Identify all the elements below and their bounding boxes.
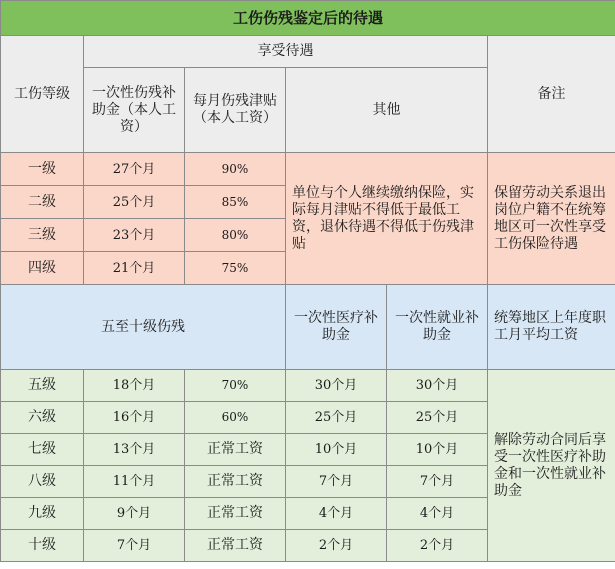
monthly-allowance-header: 每月伤残津贴（本人工资） — [185, 68, 286, 153]
allowance-cell: 90% — [185, 153, 286, 186]
table-row — [1, 370, 615, 402]
grade-cell: 八级 — [1, 466, 84, 498]
employment-cell: 2个月 — [387, 530, 488, 562]
allowance-cell: 正常工资 — [185, 466, 286, 498]
grades-1-4-other-note: 单位与个人继续缴纳保险，实际每月津贴不得低于最低工资，退休待遇不得低于伤残津贴 — [286, 153, 488, 285]
allowance-cell: 75% — [185, 252, 286, 285]
table-row — [1, 153, 615, 186]
medical-cell: 25个月 — [286, 402, 387, 434]
allowance-cell: 正常工资 — [185, 434, 286, 466]
one-time-subsidy-header: 一次性伤残补助金（本人工资） — [84, 68, 185, 153]
allowance-cell: 正常工资 — [185, 498, 286, 530]
subsidy-cell: 27个月 — [84, 153, 185, 186]
employment-cell: 4个月 — [387, 498, 488, 530]
grade-cell: 七级 — [1, 434, 84, 466]
allowance-cell: 60% — [185, 402, 286, 434]
allowance-cell: 70% — [185, 370, 286, 402]
medical-cell: 7个月 — [286, 466, 387, 498]
grades-1-4-remark: 保留劳动关系退出岗位户籍不在统筹地区可一次性享受工伤保险待遇 — [488, 153, 615, 285]
allowance-cell: 正常工资 — [185, 530, 286, 562]
medical-cell: 30个月 — [286, 370, 387, 402]
grade-cell: 三级 — [1, 219, 84, 252]
employment-subsidy-header: 一次性就业补助金 — [387, 285, 488, 370]
remarks-header: 备注 — [488, 36, 615, 153]
grade-cell: 一级 — [1, 153, 84, 186]
subsidy-cell: 18个月 — [84, 370, 185, 402]
subsidy-cell: 23个月 — [84, 219, 185, 252]
subsidy-cell: 16个月 — [84, 402, 185, 434]
subsidy-cell: 9个月 — [84, 498, 185, 530]
subsidy-cell: 13个月 — [84, 434, 185, 466]
medical-subsidy-header: 一次性医疗补助金 — [286, 285, 387, 370]
allowance-cell: 80% — [185, 219, 286, 252]
grade-cell: 十级 — [1, 530, 84, 562]
benefits-header: 享受待遇 — [84, 36, 488, 68]
table-title: 工伤伤残鉴定后的待遇 — [1, 1, 615, 36]
subsidy-cell: 25个月 — [84, 186, 185, 219]
employment-cell: 30个月 — [387, 370, 488, 402]
grades-5-10-remark: 解除劳动合同后享受一次性医疗补助金和一次性就业补助金 — [488, 370, 615, 562]
subsidy-cell: 21个月 — [84, 252, 185, 285]
grade-cell: 五级 — [1, 370, 84, 402]
employment-cell: 10个月 — [387, 434, 488, 466]
employment-cell: 25个月 — [387, 402, 488, 434]
grade-cell: 九级 — [1, 498, 84, 530]
subsidy-cell: 11个月 — [84, 466, 185, 498]
medical-cell: 10个月 — [286, 434, 387, 466]
medical-cell: 2个月 — [286, 530, 387, 562]
medical-cell: 4个月 — [286, 498, 387, 530]
employment-cell: 7个月 — [387, 466, 488, 498]
grade-cell: 四级 — [1, 252, 84, 285]
allowance-cell: 85% — [185, 186, 286, 219]
grades-5-10-label: 五至十级伤残 — [1, 285, 286, 370]
grade-header: 工伤等级 — [1, 36, 84, 153]
grade-cell: 二级 — [1, 186, 84, 219]
subsidy-cell: 7个月 — [84, 530, 185, 562]
grade-cell: 六级 — [1, 402, 84, 434]
other-header: 其他 — [286, 68, 488, 153]
subsidy-basis-note: 统筹地区上年度职工月平均工资 — [488, 285, 615, 370]
